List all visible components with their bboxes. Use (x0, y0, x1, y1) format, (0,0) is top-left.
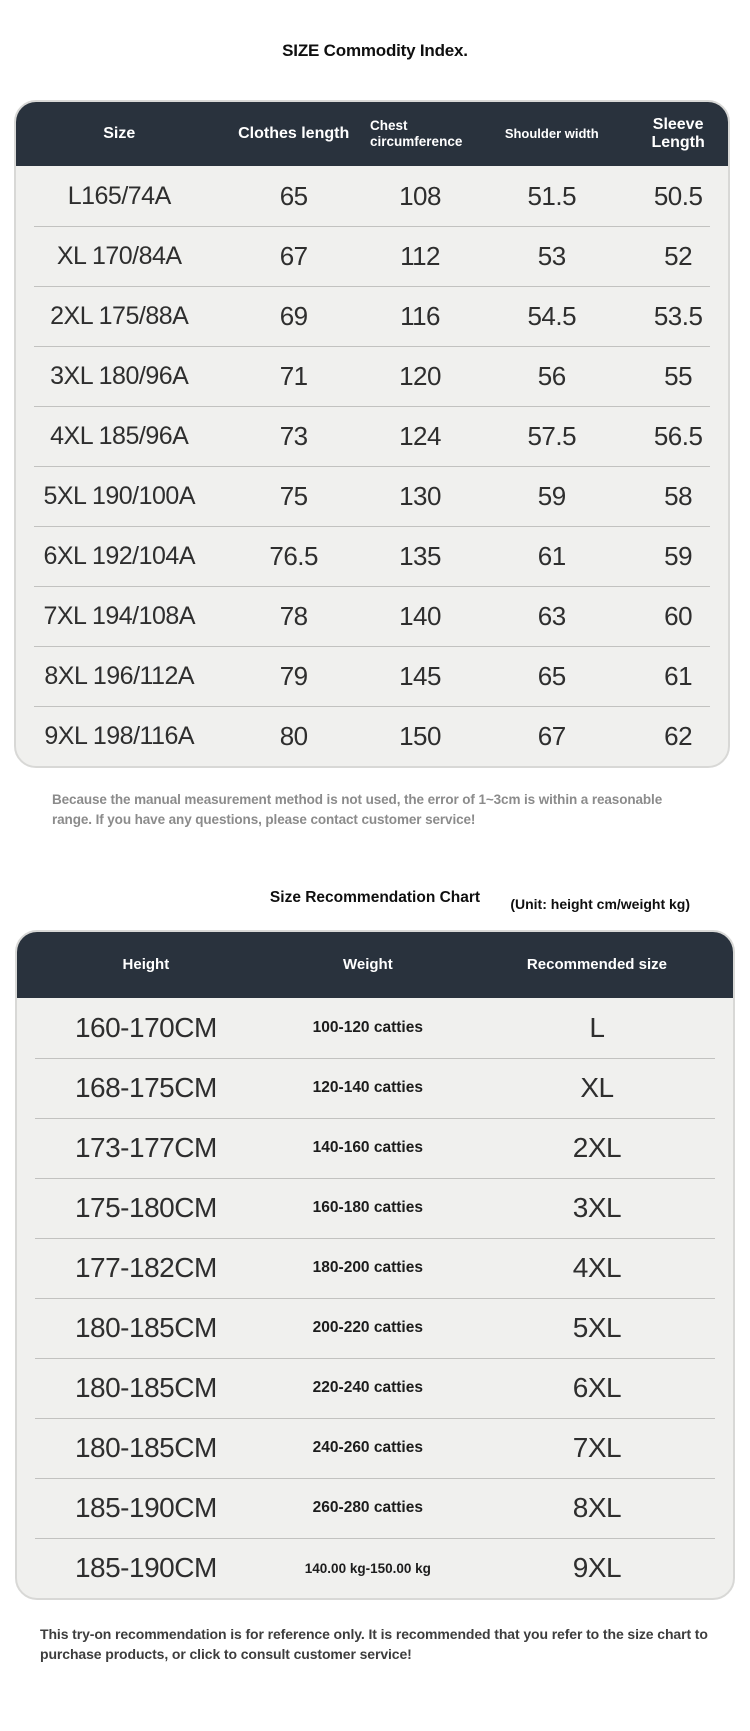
table-cell: XL (580, 1072, 614, 1103)
recommendation-table-header-row (17, 932, 733, 998)
table-cell: 4XL (572, 1252, 622, 1283)
table-cell: 180-185CM (74, 1312, 217, 1343)
table-row (17, 1058, 733, 1118)
table-cell: 9XL 198/116A (44, 721, 195, 750)
table-cell: 260-280 catties (312, 1499, 423, 1516)
unit-label: (Unit: height cm/weight kg) (510, 896, 690, 912)
table-cell: 57.5 (527, 420, 577, 451)
column-header-sleeve-length: Sleeve Length (651, 115, 705, 151)
table-cell: 5XL 190/100A (43, 481, 195, 510)
table-cell: 5XL (572, 1312, 622, 1343)
table-cell: 69 (279, 300, 308, 331)
table-cell: 177-182CM (74, 1252, 217, 1283)
table-cell: 79 (279, 660, 308, 691)
table-cell: 160-180 catties (312, 1199, 423, 1216)
table-cell: 220-240 catties (312, 1379, 423, 1396)
size-commodity-table (14, 100, 730, 768)
table-cell: 168-175CM (74, 1072, 217, 1103)
table-cell: 120 (399, 360, 441, 391)
table-cell: 185-190CM (74, 1552, 217, 1583)
column-header-recommended-size: Recommended size (526, 956, 667, 974)
section1-title: SIZE Commodity Index. (282, 41, 468, 60)
table-cell: 120-140 catties (312, 1079, 423, 1096)
table-cell: 63 (537, 600, 566, 631)
table-cell: 73 (279, 420, 308, 451)
table-cell: 50.5 (653, 180, 703, 211)
table-cell: 7XL 194/108A (43, 601, 195, 630)
column-header-height: Height (122, 956, 170, 974)
table-cell: 173-177CM (74, 1132, 217, 1163)
table-cell: 67 (537, 720, 566, 751)
table-row (16, 286, 728, 346)
size-chart-page (0, 40, 750, 1731)
table-cell: 180-185CM (74, 1372, 217, 1403)
table-row (17, 1358, 733, 1418)
table-cell: 4XL 185/96A (50, 421, 189, 450)
table-cell: 200-220 catties (312, 1319, 423, 1336)
table-cell: 55 (664, 360, 693, 391)
size-table-body (16, 166, 728, 766)
table-cell: 65 (279, 180, 308, 211)
table-cell: 53.5 (653, 300, 703, 331)
table-row (16, 466, 728, 526)
try-on-reference-note: This try-on recommendation is for reference only. It is recommended that you refer to the size chart to purchase products, or click to consult customer service! (40, 1626, 708, 1662)
table-cell: 180-185CM (74, 1432, 217, 1463)
table-cell: 9XL (572, 1552, 622, 1583)
table-cell: 59 (537, 480, 566, 511)
table-cell: 3XL 180/96A (50, 361, 189, 390)
table-row (17, 1538, 733, 1598)
table-cell: 2XL (572, 1132, 622, 1163)
table-cell: 130 (399, 480, 441, 511)
table-row (17, 1238, 733, 1298)
table-cell: 52 (664, 240, 693, 271)
size-recommendation-table (15, 930, 735, 1600)
table-row (16, 346, 728, 406)
table-row (17, 1298, 733, 1358)
table-cell: 124 (399, 420, 441, 451)
table-cell: 7XL (572, 1432, 622, 1463)
table-cell: 51.5 (527, 180, 577, 211)
size-table-header-row (16, 102, 728, 166)
table-cell: 150 (399, 720, 441, 751)
table-cell: 56.5 (653, 420, 703, 451)
table-cell: 145 (399, 660, 441, 691)
table-cell: 185-190CM (74, 1492, 217, 1523)
table-cell: 60 (664, 600, 693, 631)
table-cell: 116 (400, 300, 441, 331)
table-cell: 71 (279, 360, 308, 391)
table-row (17, 1418, 733, 1478)
table-cell: 108 (399, 180, 441, 211)
recommendation-table-body (17, 998, 733, 1598)
table-cell: 58 (664, 480, 693, 511)
table-cell: 76.5 (269, 540, 318, 571)
table-cell: 112 (400, 240, 441, 271)
column-header-size: Size (103, 124, 136, 142)
column-header-shoulder-width: Shoulder width (504, 125, 599, 141)
column-header-clothes-length: Clothes length (238, 124, 350, 142)
table-cell: 175-180CM (74, 1192, 217, 1223)
section2-title: Size Recommendation Chart (269, 889, 481, 906)
table-cell: L165/74A (67, 181, 171, 210)
table-row (16, 526, 728, 586)
table-row (17, 1178, 733, 1238)
table-cell: 2XL 175/88A (50, 301, 189, 330)
table-cell: 8XL (572, 1492, 622, 1523)
table-cell: 8XL 196/112A (44, 661, 195, 690)
table-cell: 78 (279, 600, 308, 631)
table-row (16, 706, 728, 766)
table-cell: 3XL (572, 1192, 622, 1223)
table-cell: 56 (537, 360, 566, 391)
table-cell: 59 (664, 540, 693, 571)
table-cell: 180-200 catties (312, 1259, 423, 1276)
table-cell: 67 (279, 240, 308, 271)
table-row (17, 998, 733, 1058)
table-cell: 80 (279, 720, 308, 751)
table-row (17, 1478, 733, 1538)
table-cell: 61 (537, 540, 566, 571)
table-row (16, 406, 728, 466)
table-row (17, 1118, 733, 1178)
table-cell: 6XL 192/104A (43, 541, 195, 570)
table-cell: 61 (664, 660, 693, 691)
table-cell: 140 (399, 600, 441, 631)
table-row (16, 646, 728, 706)
table-cell: 140-160 catties (312, 1139, 423, 1156)
measurement-error-note: Because the manual measurement method is not used, the error of 1~3cm is within a reasonable range. If you have any questions, please contact customer service! (52, 792, 663, 827)
table-cell: 53 (537, 240, 566, 271)
table-cell: XL 170/84A (56, 241, 182, 270)
section2-heading (0, 888, 750, 914)
table-cell: 6XL (572, 1372, 622, 1403)
table-cell: 62 (664, 720, 693, 751)
table-cell: L (589, 1012, 605, 1043)
table-cell: 140.00 kg-150.00 kg (304, 1560, 431, 1576)
table-row (16, 226, 728, 286)
table-cell: 54.5 (527, 300, 577, 331)
table-cell: 75 (279, 480, 308, 511)
table-cell: 135 (399, 540, 441, 571)
column-header-chest-circumference: Chest circumference (370, 118, 463, 149)
column-header-weight: Weight (342, 956, 393, 974)
table-row (16, 166, 728, 226)
table-cell: 65 (537, 660, 566, 691)
table-row (16, 586, 728, 646)
table-cell: 100-120 catties (312, 1019, 423, 1036)
table-cell: 240-260 catties (312, 1439, 423, 1456)
table-cell: 160-170CM (74, 1012, 217, 1043)
